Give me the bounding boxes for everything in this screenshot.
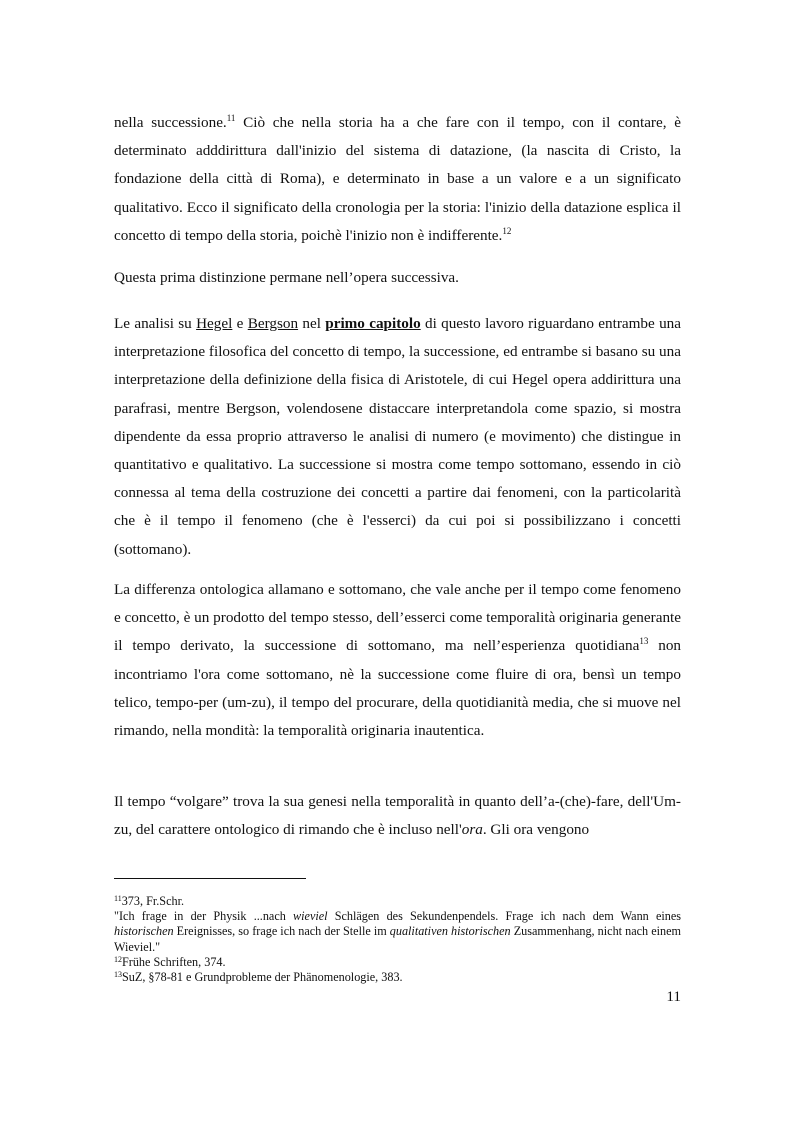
italic-term: ora <box>461 821 483 839</box>
paragraph-text: La differenza ontologica allamano e sottomano, che vale anche per il tempo come fenomeno e concetto, è un prodotto del tempo stesso, dell’esserci come temporalità originaria generante il tempo derivato, la successione di sottomano, ma nell’esperienza quotidiana <box>114 581 681 655</box>
paragraph-2 <box>114 264 681 292</box>
footnote-italic: qualitativen historischen <box>389 924 511 939</box>
footnote-text: Zusammenhang, nicht nach einem Wieviel." <box>114 924 681 954</box>
footnote-ref-11[interactable]: 11 <box>226 113 236 123</box>
paragraph-text: . Gli ora vengono <box>482 821 590 839</box>
paragraph-1 <box>114 109 681 250</box>
footnote-number: 12 <box>114 954 122 964</box>
footnote-number: 11 <box>114 894 122 903</box>
footnote-11 <box>114 894 681 909</box>
link-primo-capitolo[interactable]: primo capitolo <box>325 315 421 332</box>
footnote-ref-12[interactable]: 12 <box>502 225 512 236</box>
footnote-number: 13 <box>114 970 122 980</box>
footnotes <box>114 894 681 985</box>
footnote-11-quote <box>114 909 681 955</box>
footnote-text: SuZ, §78-81 e Grundprobleme der Phänomenologie, 383. <box>122 970 403 985</box>
paragraph-text: nella successione. <box>114 114 227 131</box>
paragraph-5 <box>114 788 681 844</box>
paragraph-text: Il tempo “volgare” trova la sua genesi nella temporalità in quanto dell’a-(che)-fare, dell'Um-zu, del carattere ontologico di rimando che è incluso nell' <box>114 793 681 839</box>
paragraph-text: Le analisi su <box>114 315 197 332</box>
footnote-13 <box>114 970 681 985</box>
page-number: 11 <box>666 988 681 1005</box>
link-bergson[interactable]: Bergson <box>247 315 299 332</box>
paragraph-text: non incontriamo l'ora come sottomano, nè la successione come fluire di ora, bensì un tempo telico, tempo-per (um-zu), il tempo del procurare, della quotidianità media, che si muove nel rimando, nella mondità: la temporalità originaria inautentica. <box>114 637 682 740</box>
footnote-ref-13[interactable]: 13 <box>639 636 649 647</box>
footnote-text: 373, Fr.Schr. <box>121 894 185 908</box>
paragraph-3 <box>114 310 681 564</box>
footnote-divider <box>114 878 306 879</box>
footnote-text: "Ich frage in der Physik ...nach <box>114 909 294 924</box>
footnote-text: Schlägen des Sekundenpendels. Frage ich nach dem Wann eines <box>327 909 681 924</box>
footnote-italic: historischen <box>114 924 174 939</box>
paragraph-text: Questa prima distinzione permane nell’opera successiva. <box>114 269 459 286</box>
paragraph-text: e <box>232 315 248 332</box>
paragraph-4 <box>114 576 681 745</box>
footnote-12 <box>114 955 681 970</box>
footnote-italic: wieviel <box>293 909 328 924</box>
paragraph-text: nel <box>298 315 326 332</box>
footnote-text: Frühe Schriften, 374. <box>122 954 226 969</box>
footnote-text: Ereignisses, so frage ich nach der Stelle im <box>173 924 390 939</box>
paragraph-text: Ciò che nella storia ha a che fare con il tempo, con il contare, è determinato adddirittura dall'inizio del sistema di datazione, (la nascita di Cristo, la fondazione della città di Roma), e determinato in base a un valore e a un significato qualitativo. Ecco il significato della cronologia per la storia: l'inizio della datazione esplica il concetto di tempo della storia, poichè l'inizio non è indifferente. <box>114 114 681 244</box>
link-hegel[interactable]: Hegel <box>196 315 233 332</box>
paragraph-text: di questo lavoro riguardano entrambe una interpretazione filosofica del concetto di tempo, la successione, ed entrambe si basano su una interpretazione della definizione della fisica di Aristotele, di cui Hegel opera addirittura una parafrasi, mentre Bergson, volendosene distaccare interpretandola come spazio, si mostra dipendente da essa proprio attraverso le analisi di numero (e movimento) che distingue in quantitativo e qualitativo. La successione si mostra come tempo sottomano, essendo in ciò connessa al tema della costruzione dei concetti a partire dai fenomeni, con la particolarità che è il tempo il fenomeno (che è l'esserci) da cui poi si possibilizzano i concetti (sottomano). <box>114 315 682 558</box>
